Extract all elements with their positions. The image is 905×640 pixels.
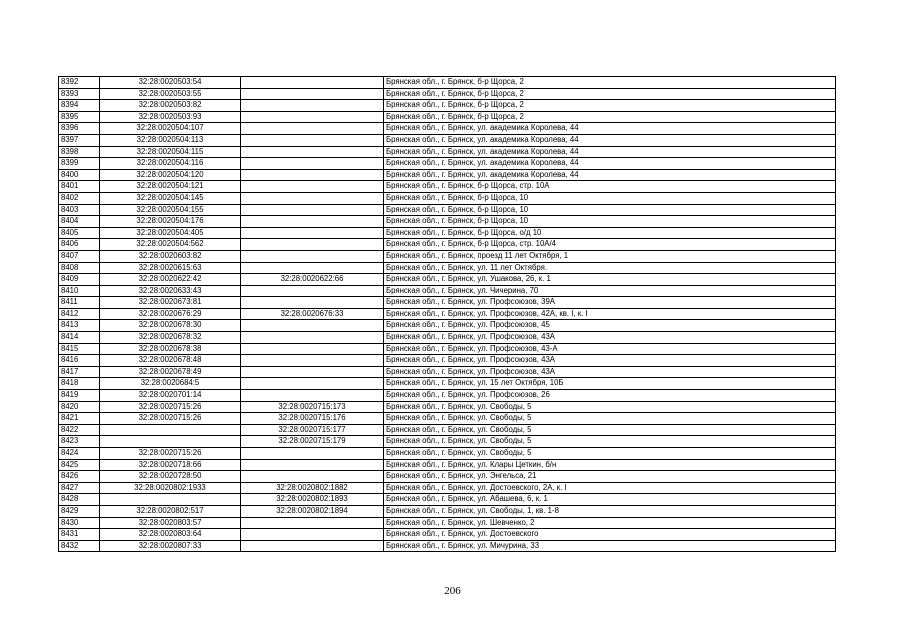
related-cadastral-number-cell: 32:28:0020715:176 <box>241 413 384 425</box>
row-number-cell: 8423 <box>59 436 100 448</box>
row-number-cell: 8393 <box>59 88 100 100</box>
cadastral-number-cell <box>100 436 241 448</box>
row-number-cell: 8403 <box>59 204 100 216</box>
address-cell: Брянская обл., г. Брянск, ул. Профсоюзов, 45 <box>384 320 836 332</box>
address-cell: Брянская обл., г. Брянск, ул. академика Королева, 44 <box>384 158 836 170</box>
row-number-cell: 8396 <box>59 123 100 135</box>
table-row <box>59 494 836 506</box>
table-row <box>59 471 836 483</box>
table-row <box>59 204 836 216</box>
cadastral-number-cell: 32:28:0020802:517 <box>100 505 241 517</box>
related-cadastral-number-cell <box>241 227 384 239</box>
cadastral-number-cell: 32:28:0020504:176 <box>100 216 241 228</box>
address-cell: Брянская обл., г. Брянск, ул. академика Королева, 44 <box>384 146 836 158</box>
address-cell: Брянская обл., г. Брянск, ул. Свободы, 5 <box>384 413 836 425</box>
address-cell: Брянская обл., г. Брянск, ул. Свободы, 1, кв. 1-8 <box>384 505 836 517</box>
table-row <box>59 459 836 471</box>
cadastral-number-cell: 32:28:0020504:121 <box>100 181 241 193</box>
table-row <box>59 123 836 135</box>
table-row <box>59 448 836 460</box>
table-row <box>59 401 836 413</box>
cadastral-number-cell: 32:28:0020503:54 <box>100 77 241 89</box>
row-number-cell: 8431 <box>59 529 100 541</box>
table-row <box>59 77 836 89</box>
row-number-cell: 8430 <box>59 517 100 529</box>
row-number-cell: 8411 <box>59 297 100 309</box>
related-cadastral-number-cell <box>241 77 384 89</box>
address-cell: Брянская обл., г. Брянск, б-р Щорса, о/д 10 <box>384 227 836 239</box>
address-cell: Брянская обл., г. Брянск, ул. Мичурина, 33 <box>384 540 836 552</box>
table-row <box>59 297 836 309</box>
cadastral-number-cell: 32:28:0020504:116 <box>100 158 241 170</box>
related-cadastral-number-cell <box>241 320 384 332</box>
cadastral-number-cell: 32:28:0020603:82 <box>100 250 241 262</box>
address-cell: Брянская обл., г. Брянск, ул. Ушакова, 26, к. 1 <box>384 274 836 286</box>
address-cell: Брянская обл., г. Брянск, ул. Абашева, 6, к. 1 <box>384 494 836 506</box>
row-number-cell: 8428 <box>59 494 100 506</box>
address-cell: Брянская обл., г. Брянск, ул. Достоевского <box>384 529 836 541</box>
registry-table-body <box>59 77 836 552</box>
address-cell: Брянская обл., г. Брянск, ул. академика Королева, 44 <box>384 169 836 181</box>
related-cadastral-number-cell: 32:28:0020715:179 <box>241 436 384 448</box>
table-row <box>59 169 836 181</box>
cadastral-number-cell: 32:28:0020684:5 <box>100 378 241 390</box>
related-cadastral-number-cell <box>241 146 384 158</box>
address-cell: Брянская обл., г. Брянск, б-р Щорса, стр. 10А <box>384 181 836 193</box>
cadastral-number-cell: 32:28:0020503:82 <box>100 100 241 112</box>
related-cadastral-number-cell <box>241 88 384 100</box>
row-number-cell: 8426 <box>59 471 100 483</box>
related-cadastral-number-cell: 32:28:0020802:1893 <box>241 494 384 506</box>
row-number-cell: 8425 <box>59 459 100 471</box>
address-cell: Брянская обл., г. Брянск, ул. Энгельса, 21 <box>384 471 836 483</box>
address-cell: Брянская обл., г. Брянск, б-р Щорса, 10 <box>384 204 836 216</box>
address-cell: Брянская обл., г. Брянск, ул. Свободы, 5 <box>384 401 836 413</box>
cadastral-number-cell: 32:28:0020715:26 <box>100 448 241 460</box>
cadastral-number-cell: 32:28:0020615:63 <box>100 262 241 274</box>
table-row <box>59 320 836 332</box>
table-row <box>59 332 836 344</box>
table-row <box>59 378 836 390</box>
row-number-cell: 8409 <box>59 274 100 286</box>
related-cadastral-number-cell <box>241 134 384 146</box>
related-cadastral-number-cell <box>241 332 384 344</box>
table-row <box>59 482 836 494</box>
row-number-cell: 8432 <box>59 540 100 552</box>
row-number-cell: 8402 <box>59 192 100 204</box>
address-cell: Брянская обл., г. Брянск, б-р Щорса, 2 <box>384 111 836 123</box>
cadastral-number-cell: 32:28:0020678:38 <box>100 343 241 355</box>
table-row <box>59 146 836 158</box>
row-number-cell: 8397 <box>59 134 100 146</box>
address-cell: Брянская обл., г. Брянск, б-р Щорса, 2 <box>384 88 836 100</box>
related-cadastral-number-cell <box>241 192 384 204</box>
cadastral-number-cell: 32:28:0020678:30 <box>100 320 241 332</box>
cadastral-number-cell: 32:28:0020503:55 <box>100 88 241 100</box>
row-number-cell: 8412 <box>59 308 100 320</box>
related-cadastral-number-cell <box>241 111 384 123</box>
address-cell: Брянская обл., г. Брянск, ул. Профсоюзов, 43А <box>384 355 836 367</box>
related-cadastral-number-cell <box>241 204 384 216</box>
related-cadastral-number-cell <box>241 262 384 274</box>
row-number-cell: 8429 <box>59 505 100 517</box>
table-row <box>59 100 836 112</box>
address-cell: Брянская обл., г. Брянск, б-р Щорса, 2 <box>384 100 836 112</box>
related-cadastral-number-cell: 32:28:0020622:66 <box>241 274 384 286</box>
related-cadastral-number-cell <box>241 448 384 460</box>
address-cell: Брянская обл., г. Брянск, ул. Профсоюзов, 43А <box>384 366 836 378</box>
table-row <box>59 262 836 274</box>
related-cadastral-number-cell <box>241 285 384 297</box>
cadastral-number-cell: 32:28:0020504:405 <box>100 227 241 239</box>
table-row <box>59 239 836 251</box>
row-number-cell: 8416 <box>59 355 100 367</box>
table-row <box>59 250 836 262</box>
address-cell: Брянская обл., г. Брянск, проезд 11 лет Октября, 1 <box>384 250 836 262</box>
cadastral-number-cell: 32:28:0020673:81 <box>100 297 241 309</box>
address-cell: Брянская обл., г. Брянск, ул. Профсоюзов, 26 <box>384 390 836 402</box>
table-row <box>59 111 836 123</box>
row-number-cell: 8395 <box>59 111 100 123</box>
table-row <box>59 192 836 204</box>
cadastral-number-cell: 32:28:0020503:93 <box>100 111 241 123</box>
cadastral-number-cell: 32:28:0020678:32 <box>100 332 241 344</box>
cadastral-number-cell: 32:28:0020504:145 <box>100 192 241 204</box>
address-cell: Брянская обл., г. Брянск, ул. Клары Цеткин, б/н <box>384 459 836 471</box>
cadastral-number-cell: 32:28:0020715:26 <box>100 401 241 413</box>
address-cell: Брянская обл., г. Брянск, ул. академика Королева, 44 <box>384 123 836 135</box>
table-row <box>59 413 836 425</box>
cadastral-number-cell: 32:28:0020504:113 <box>100 134 241 146</box>
related-cadastral-number-cell <box>241 216 384 228</box>
related-cadastral-number-cell <box>241 540 384 552</box>
related-cadastral-number-cell <box>241 239 384 251</box>
row-number-cell: 8399 <box>59 158 100 170</box>
related-cadastral-number-cell <box>241 366 384 378</box>
cadastral-number-cell: 32:28:0020622:42 <box>100 274 241 286</box>
cadastral-number-cell <box>100 494 241 506</box>
related-cadastral-number-cell <box>241 250 384 262</box>
row-number-cell: 8407 <box>59 250 100 262</box>
related-cadastral-number-cell <box>241 343 384 355</box>
address-cell: Брянская обл., г. Брянск, ул. Достоевского, 2А, к. I <box>384 482 836 494</box>
row-number-cell: 8405 <box>59 227 100 239</box>
row-number-cell: 8408 <box>59 262 100 274</box>
row-number-cell: 8420 <box>59 401 100 413</box>
row-number-cell: 8424 <box>59 448 100 460</box>
address-cell: Брянская обл., г. Брянск, ул. Свободы, 5 <box>384 424 836 436</box>
row-number-cell: 8406 <box>59 239 100 251</box>
cadastral-number-cell: 32:28:0020678:48 <box>100 355 241 367</box>
cadastral-number-cell: 32:28:0020504:120 <box>100 169 241 181</box>
cadastral-number-cell: 32:28:0020678:49 <box>100 366 241 378</box>
row-number-cell: 8415 <box>59 343 100 355</box>
address-cell: Брянская обл., г. Брянск, б-р Щорса, стр. 10А/4 <box>384 239 836 251</box>
row-number-cell: 8398 <box>59 146 100 158</box>
address-cell: Брянская обл., г. Брянск, б-р Щорса, 10 <box>384 192 836 204</box>
cadastral-number-cell: 32:28:0020728:50 <box>100 471 241 483</box>
related-cadastral-number-cell <box>241 355 384 367</box>
table-row <box>59 436 836 448</box>
cadastral-number-cell: 32:28:0020504:107 <box>100 123 241 135</box>
address-cell: Брянская обл., г. Брянск, ул. Чичерина, 70 <box>384 285 836 297</box>
related-cadastral-number-cell <box>241 169 384 181</box>
cadastral-number-cell: 32:28:0020807:33 <box>100 540 241 552</box>
address-cell: Брянская обл., г. Брянск, ул. Свободы, 5 <box>384 436 836 448</box>
related-cadastral-number-cell <box>241 297 384 309</box>
cadastral-number-cell: 32:28:0020504:562 <box>100 239 241 251</box>
related-cadastral-number-cell <box>241 123 384 135</box>
registry-table <box>58 76 836 552</box>
row-number-cell: 8413 <box>59 320 100 332</box>
address-cell: Брянская обл., г. Брянск, ул. Профсоюзов, 43А <box>384 332 836 344</box>
table-row <box>59 88 836 100</box>
table-row <box>59 540 836 552</box>
related-cadastral-number-cell <box>241 158 384 170</box>
table-row <box>59 355 836 367</box>
cadastral-number-cell: 32:28:0020504:155 <box>100 204 241 216</box>
row-number-cell: 8419 <box>59 390 100 402</box>
related-cadastral-number-cell: 32:28:0020715:177 <box>241 424 384 436</box>
table-row <box>59 158 836 170</box>
table-row <box>59 134 836 146</box>
address-cell: Брянская обл., г. Брянск, ул. Профсоюзов, 42А, кв. I, к. I <box>384 308 836 320</box>
cadastral-number-cell: 32:28:0020676:29 <box>100 308 241 320</box>
table-row <box>59 227 836 239</box>
address-cell: Брянская обл., г. Брянск, ул. Профсоюзов, 43-А <box>384 343 836 355</box>
table-row <box>59 390 836 402</box>
address-cell: Брянская обл., г. Брянск, ул. 11 лет Октября. <box>384 262 836 274</box>
address-cell: Брянская обл., г. Брянск, б-р Щорса, 10 <box>384 216 836 228</box>
table-row <box>59 517 836 529</box>
table-row <box>59 366 836 378</box>
address-cell: Брянская обл., г. Брянск, ул. Свободы, 5 <box>384 448 836 460</box>
address-cell: Брянская обл., г. Брянск, б-р Щорса, 2 <box>384 77 836 89</box>
row-number-cell: 8422 <box>59 424 100 436</box>
row-number-cell: 8400 <box>59 169 100 181</box>
related-cadastral-number-cell: 32:28:0020802:1894 <box>241 505 384 517</box>
related-cadastral-number-cell <box>241 390 384 402</box>
table-row <box>59 216 836 228</box>
cadastral-number-cell: 32:28:0020803:57 <box>100 517 241 529</box>
table-row <box>59 529 836 541</box>
row-number-cell: 8410 <box>59 285 100 297</box>
related-cadastral-number-cell: 32:28:0020802:1882 <box>241 482 384 494</box>
page-number: 206 <box>444 585 461 597</box>
cadastral-number-cell: 32:28:0020718:66 <box>100 459 241 471</box>
related-cadastral-number-cell <box>241 517 384 529</box>
row-number-cell: 8418 <box>59 378 100 390</box>
cadastral-number-cell: 32:28:0020633:43 <box>100 285 241 297</box>
cadastral-number-cell <box>100 424 241 436</box>
table-row <box>59 274 836 286</box>
row-number-cell: 8404 <box>59 216 100 228</box>
row-number-cell: 8421 <box>59 413 100 425</box>
row-number-cell: 8392 <box>59 77 100 89</box>
address-cell: Брянская обл., г. Брянск, ул. 15 лет Октября, 10Б <box>384 378 836 390</box>
related-cadastral-number-cell <box>241 100 384 112</box>
row-number-cell: 8417 <box>59 366 100 378</box>
row-number-cell: 8414 <box>59 332 100 344</box>
address-cell: Брянская обл., г. Брянск, ул. Профсоюзов, 39А <box>384 297 836 309</box>
row-number-cell: 8394 <box>59 100 100 112</box>
related-cadastral-number-cell <box>241 459 384 471</box>
table-row <box>59 181 836 193</box>
address-cell: Брянская обл., г. Брянск, ул. академика Королева, 44 <box>384 134 836 146</box>
related-cadastral-number-cell <box>241 181 384 193</box>
table-row <box>59 505 836 517</box>
row-number-cell: 8427 <box>59 482 100 494</box>
related-cadastral-number-cell: 32:28:0020715:173 <box>241 401 384 413</box>
table-row <box>59 424 836 436</box>
related-cadastral-number-cell <box>241 471 384 483</box>
table-row <box>59 343 836 355</box>
related-cadastral-number-cell: 32:28:0020676:33 <box>241 308 384 320</box>
related-cadastral-number-cell <box>241 378 384 390</box>
cadastral-number-cell: 32:28:0020504:115 <box>100 146 241 158</box>
table-row <box>59 308 836 320</box>
cadastral-number-cell: 32:28:0020803:64 <box>100 529 241 541</box>
related-cadastral-number-cell <box>241 529 384 541</box>
table-row <box>59 285 836 297</box>
row-number-cell: 8401 <box>59 181 100 193</box>
cadastral-number-cell: 32:28:0020715:26 <box>100 413 241 425</box>
cadastral-number-cell: 32:28:0020701:14 <box>100 390 241 402</box>
address-cell: Брянская обл., г. Брянск, ул. Шевченко, 2 <box>384 517 836 529</box>
cadastral-number-cell: 32:28:0020802:1933 <box>100 482 241 494</box>
